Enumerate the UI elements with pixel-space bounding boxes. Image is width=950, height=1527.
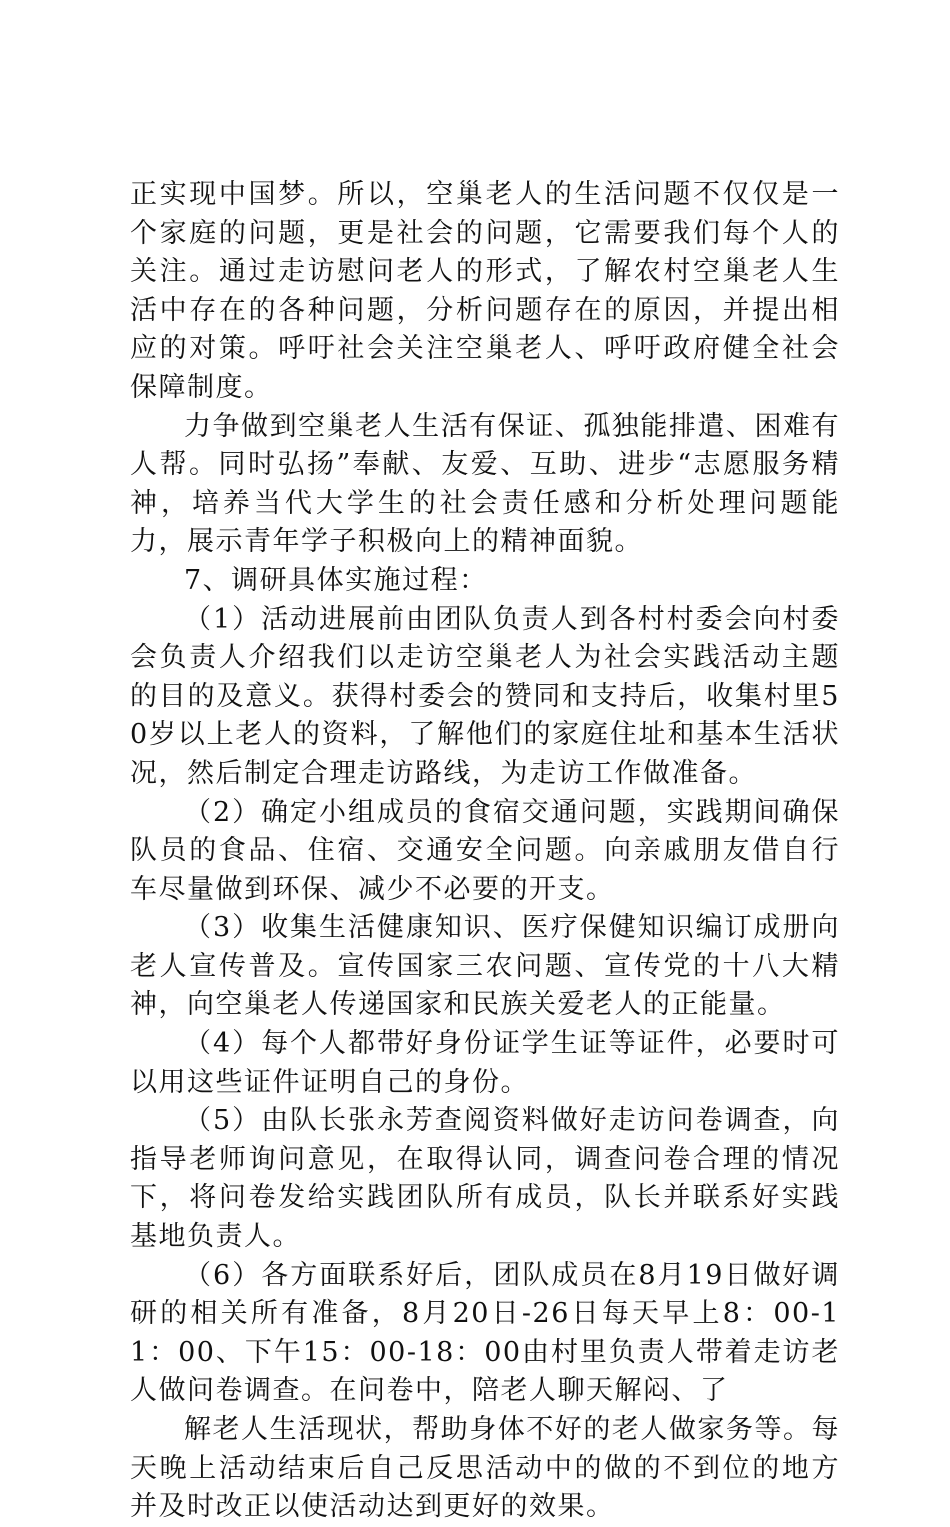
- step-2-paragraph: （2）确定小组成员的食宿交通问题，实践期间确保队员的食品、住宿、交通安全问题。向亲戚朋友借自行车尽量做到环保、减少不必要的开支。: [130, 796, 840, 905]
- closing-paragraph: 解老人生活现状，帮助身体不好的老人做家务等。每天晚上活动结束后自己反思活动中的做的不到位的地方并及时改正以使活动达到更好的效果。: [130, 1414, 840, 1523]
- paragraph-2: 力争做到空巢老人生活有保证、孤独能排遣、困难有人帮。同时弘扬”奉献、友爱、互助、进步“志愿服务精神，培养当代大学生的社会责任感和分析处理问题能力，展示青年学子积极向上的精神面貌。: [130, 410, 840, 558]
- step-3-paragraph: （3）收集生活健康知识、医疗保健知识编订成册向老人宣传普及。宣传国家三农问题、宣传党的十八大精神，向空巢老人传递国家和民族关爱老人的正能量。: [130, 912, 840, 1021]
- step-5-paragraph: （5）由队长张永芳查阅资料做好走访问卷调查，向指导老师询问意见，在取得认同，调查问卷合理的情况下，将问卷发给实践团队所有成员，队长并联系好实践基地负责人。: [130, 1105, 840, 1253]
- document-body: [130, 176, 840, 1527]
- step-4-paragraph: （4）每个人都带好身份证学生证等证件，必要时可以用这些证件证明自己的身份。: [130, 1028, 840, 1098]
- step-1-paragraph: （1）活动进展前由团队负责人到各村村委会向村委会负责人介绍我们以走访空巢老人为社会实践活动主题的目的及意义。获得村委会的赞同和支持后，收集村里50岁以上老人的资料，了解他们的家庭住址和基本生活状况，然后制定合理走访路线，为走访工作做准备。: [130, 603, 840, 789]
- paragraph-1: 正实现中国梦。所以，空巢老人的生活问题不仅仅是一个家庭的问题，更是社会的问题，它需要我们每个人的关注。通过走访慰问老人的形式，了解农村空巢老人生活中存在的各种问题，分析问题存在的原因，并提出相应的对策。呼吁社会关注空巢老人、呼吁政府健全社会保障制度。: [130, 179, 840, 403]
- section-heading: 7、调研具体实施过程：: [184, 564, 488, 596]
- step-6-paragraph: （6）各方面联系好后，团队成员在8月19日做好调研的相关所有准备，8月20日-26日每天早上8：00-11：00、下午15：00-18：00由村里负责人带着走访老人做问卷调查。在问卷中，陪老人聊天解闷、了: [130, 1259, 840, 1407]
